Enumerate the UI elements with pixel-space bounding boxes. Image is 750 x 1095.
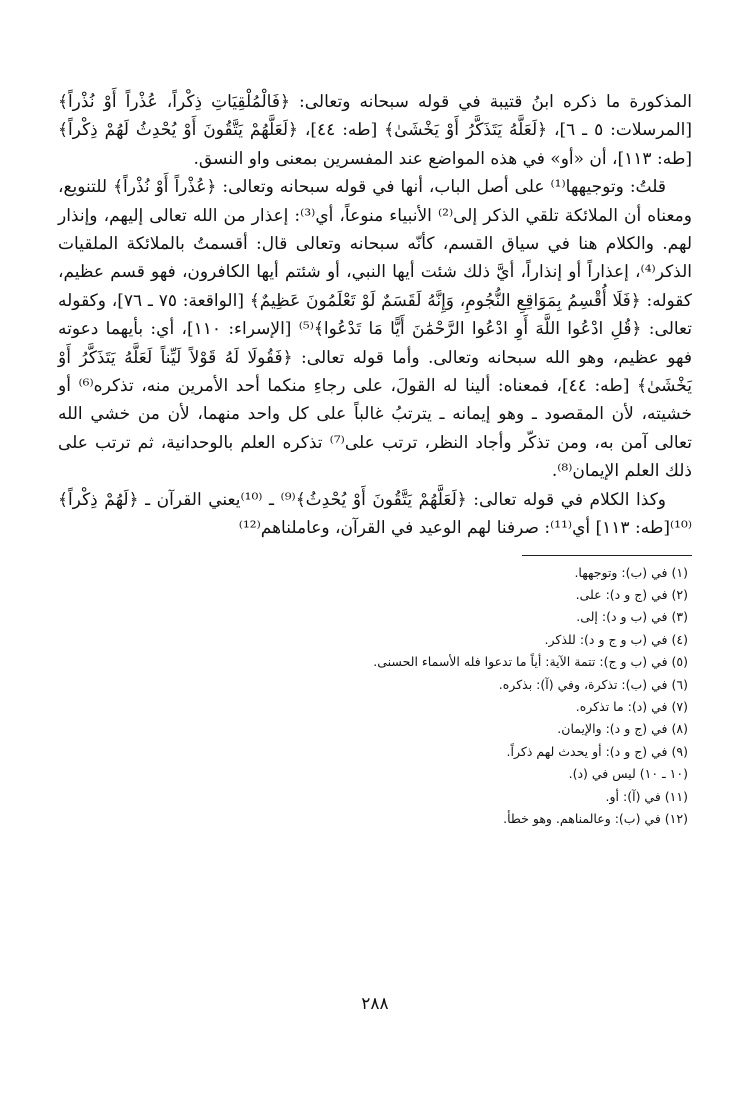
footnote: (١) في (ب): وتوجهها. bbox=[574, 564, 688, 580]
footnote: (٩) في (ج و د): أو يحدث لهم ذكراً. bbox=[506, 743, 688, 759]
footnote: (٢) في (ج و د): على. bbox=[575, 586, 688, 602]
footnote: (٤) في (ب و ج و د): للذكر. bbox=[544, 631, 688, 647]
footnote: (٨) في (ج و د): والإيمان. bbox=[557, 721, 688, 737]
footnotes-list bbox=[58, 562, 692, 831]
footnote: (٥) في (ب و ج): تتمة الآية: أياً ما تدعوا فله الأسماء الحسنى. bbox=[373, 654, 688, 670]
footnote-separator bbox=[522, 555, 692, 556]
paragraph-2: قلتُ: وتوجيهها⁽¹⁾ على أصل الباب، أنها في قوله سبحانه وتعالى: ﴿عُذْراً أَوْ نُذْراً﴾ للتنويع، ومعناه أن الملائكة تلقي الذكر إلى⁽²⁾ الأنبياء منوعاً، أي⁽³⁾: إعذار من الله تعالى إليهم، وإنذار لهم. والكلام هنا في سياق القسم، كأنّه سبحانه وتعالى قال: أقسمتُ بالملائكة الملقيات الذكر⁽⁴⁾، إعذاراً أو إنذاراً، أيَّ ذلك شئت أيها النبي، أو شئتم أيها الكافرون، فهو قسم عظيم، كقوله: ﴿فَلَا أُقْسِمُ بِمَوَاقِعِ النُّجُومِ، وَإِنَّهُ لَقَسَمٌ لَوْ تَعْلَمُونَ عَظِيمٌ﴾ [الواقعة: ٧٥ ـ ٧٦]، وكقوله تعالى: ﴿قُلِ ادْعُوا اللَّهَ أَوِ ادْعُوا الرَّحْمَٰنَ أَيًّا مَا تَدْعُوا﴾⁽⁵⁾ [الإسراء: ١١٠]، أي: بأيهما دعوته فهو عظيم، وهو الله سبحانه وتعالى. وأما قوله تعالى: ﴿فَقُولَا لَهُ قَوْلاً لَيِّناً لَعَلَّهُ يَتَذَكَّرُ أَوْ يَخْشَىٰ﴾ [طه: ٤٤]، فمعناه: ألينا له القولَ، على رجاءِ منكما أحد الأمرين منه، تذكره⁽⁶⁾ أو خشيته، لأن المقصود ـ وهو إيمانه ـ يترتبُ غالباً على كل واحد منهما، لأن من خشي الله تعالى آمن به، ومن تذكّر وأجاد النظر، ترتب على⁽⁷⁾ تذكره العلم بالوحدانية، ثم ترتب على ذلك العلم الإيمان⁽⁸⁾. bbox=[58, 177, 692, 482]
paragraph-1: المذكورة ما ذكره ابنُ قتيبة في قوله سبحانه وتعالى: ﴿فَالْمُلْقِيَاتِ ذِكْراً، عُذْراً أَوْ نُذْراً﴾ [المرسلات: ٥ ـ ٦]، ﴿لَعَلَّهُ يَتَذَكَّرُ أَوْ يَخْشَىٰ﴾ [طه: ٤٤]، ﴿لَعَلَّهُمْ يَتَّقُونَ أَوْ يُحْدِثُ لَهُمْ ذِكْراً﴾ [طه: ١١٣]، أن «أو» في هذه المواضع عند المفسرين بمعنى واو النسق. bbox=[58, 92, 692, 169]
footnote: (١٢) في (ب): وعالمناهم. وهو خطأ. bbox=[503, 810, 688, 826]
footnote: (٦) في (ب): تذكرة، وفي (آ): بذكره. bbox=[498, 676, 688, 692]
footnote: (٧) في (د): ما تذكره. bbox=[575, 698, 688, 714]
footnote: (٣) في (ب و د): إلى. bbox=[576, 609, 688, 625]
page-number: ٢٨٨ bbox=[361, 994, 389, 1014]
footnote: (١١) في (آ): أو. bbox=[605, 788, 688, 804]
book-page bbox=[58, 88, 692, 1095]
footnote: (١٠ ـ ١٠) ليس في (د). bbox=[568, 766, 688, 782]
paragraph-3: وكذا الكلام في قوله تعالى: ﴿لَعَلَّهُمْ يَتَّقُونَ أَوْ يُحْدِثُ﴾⁽⁹⁾ ـ ⁽¹⁰⁾يعني القرآن ـ ﴿لَهُمْ ذِكْراً﴾⁽¹⁰⁾[طه: ١١٣] أي⁽¹¹⁾: صرفنا لهم الوعيد في القرآن، وعاملناهم⁽¹²⁾ bbox=[58, 489, 692, 539]
main-text bbox=[58, 88, 692, 543]
